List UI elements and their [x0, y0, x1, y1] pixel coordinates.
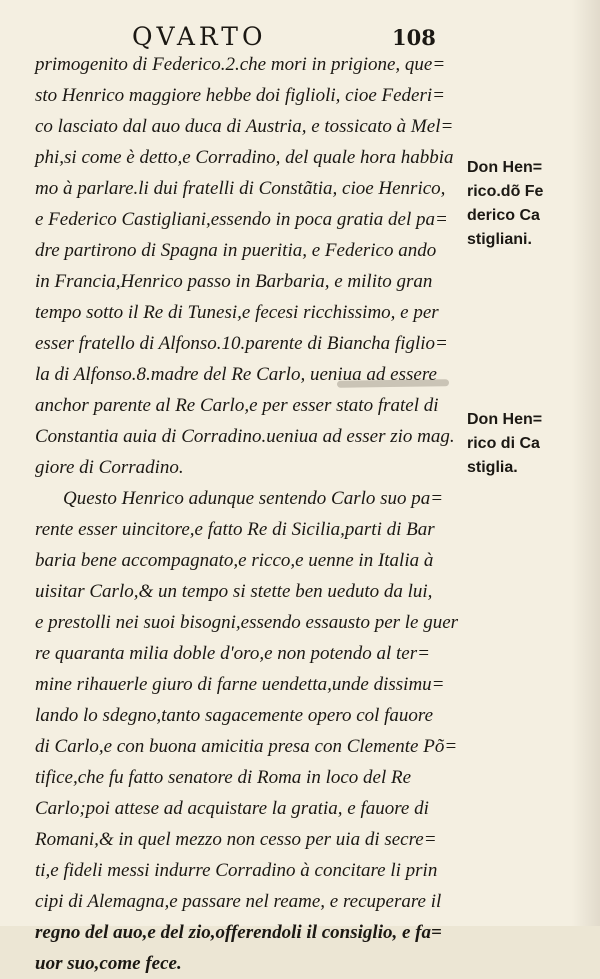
body-line: mine rihauerle giuro di farne uendetta,unde dissimu= — [35, 674, 445, 695]
margin-note-1-line: derico Ca — [467, 207, 540, 224]
body-line: tifice,che fu fatto senatore di Roma in loco del Re — [35, 767, 412, 788]
body-line: uisitar Carlo,& un tempo si stette ben ueduto da lui, — [35, 581, 433, 602]
margin-note-2-line: Don Hen= — [467, 411, 543, 428]
body-line: giore di Corradino. — [35, 457, 184, 478]
body-line: sto Henrico maggiore hebbe doi figlioli, cioe Federi= — [35, 85, 445, 106]
body-line: co lasciato dal auo duca di Austria, e tossicato à Mel= — [35, 116, 454, 137]
body-line: rente esser uincitore,e fatto Re di Sicilia,parti di Bar — [35, 519, 435, 540]
body-line: regno del auo,e del zio,offerendoli il consiglio, e fa= — [35, 922, 442, 943]
body-line: phi,si come è detto,e Corradino, del quale hora habbia — [35, 147, 454, 168]
body-line: anchor parente al Re Carlo,e per esser stato fratel di — [35, 395, 439, 416]
body-line: primogenito di Federico.2.che mori in prigione, que= — [35, 54, 446, 75]
body-line-paragraph-start: Questo Henrico adunque sentendo Carlo suo pa= — [63, 488, 444, 509]
margin-note-2-line: stiglia. — [467, 459, 518, 476]
margin-note-1-line: Don Hen= — [467, 159, 543, 176]
body-line: ti,e fideli messi indurre Corradino à concitare li prin — [35, 860, 438, 881]
body-line: di Carlo,e con buona amicitia presa con Clemente Põ= — [35, 736, 458, 757]
body-line: dre partirono di Spagna in pueritia, e Federico ando — [35, 240, 437, 261]
page-number: 108 — [392, 25, 436, 50]
body-line: e Federico Castigliani,essendo in poca gratia del pa= — [35, 209, 448, 230]
body-line: baria bene accompagnato,e ricco,e uenne in Italia à — [35, 550, 434, 571]
body-line: e prestolli nei suoi bisogni,essendo essausto per le guer — [35, 612, 459, 633]
running-title: QVARTO — [132, 22, 267, 51]
body-line: in Francia,Henrico passo in Barbaria, e milito gran — [35, 271, 433, 292]
body-line: Romani,& in quel mezzo non cesso per uia di secre= — [35, 829, 437, 850]
body-line: esser fratello di Alfonso.10.parente di Biancha figlio= — [35, 333, 448, 354]
body-line: mo à parlare.li dui fratelli di Constãtia, cioe Henrico, — [35, 178, 446, 199]
body-line: Constantia auia di Corradino.ueniua ad esser zio mag. — [35, 426, 455, 447]
body-line: tempo sotto il Re di Tunesi,e fecesi ricchissimo, e per — [35, 302, 439, 323]
body-line: Carlo;poi attese ad acquistare la gratia, e fauore di — [35, 798, 429, 819]
body-line: cipi di Alemagna,e passare nel reame, e recuperare il — [35, 891, 442, 912]
body-line: lando lo sdegno,tanto sagacemente opero col fauore — [35, 705, 434, 726]
margin-note-1-line: rico.dõ Fe — [467, 183, 544, 200]
margin-note-1-line: stigliani. — [467, 231, 532, 248]
body-line: la di Alfonso.8.madre del Re Carlo, ueniua ad essere — [35, 364, 437, 385]
margin-note-2-line: rico di Ca — [467, 435, 540, 452]
body-line-last: uor suo,come fece. — [35, 953, 182, 974]
body-line: re quaranta milia doble d'oro,e non potendo al ter= — [35, 643, 430, 664]
